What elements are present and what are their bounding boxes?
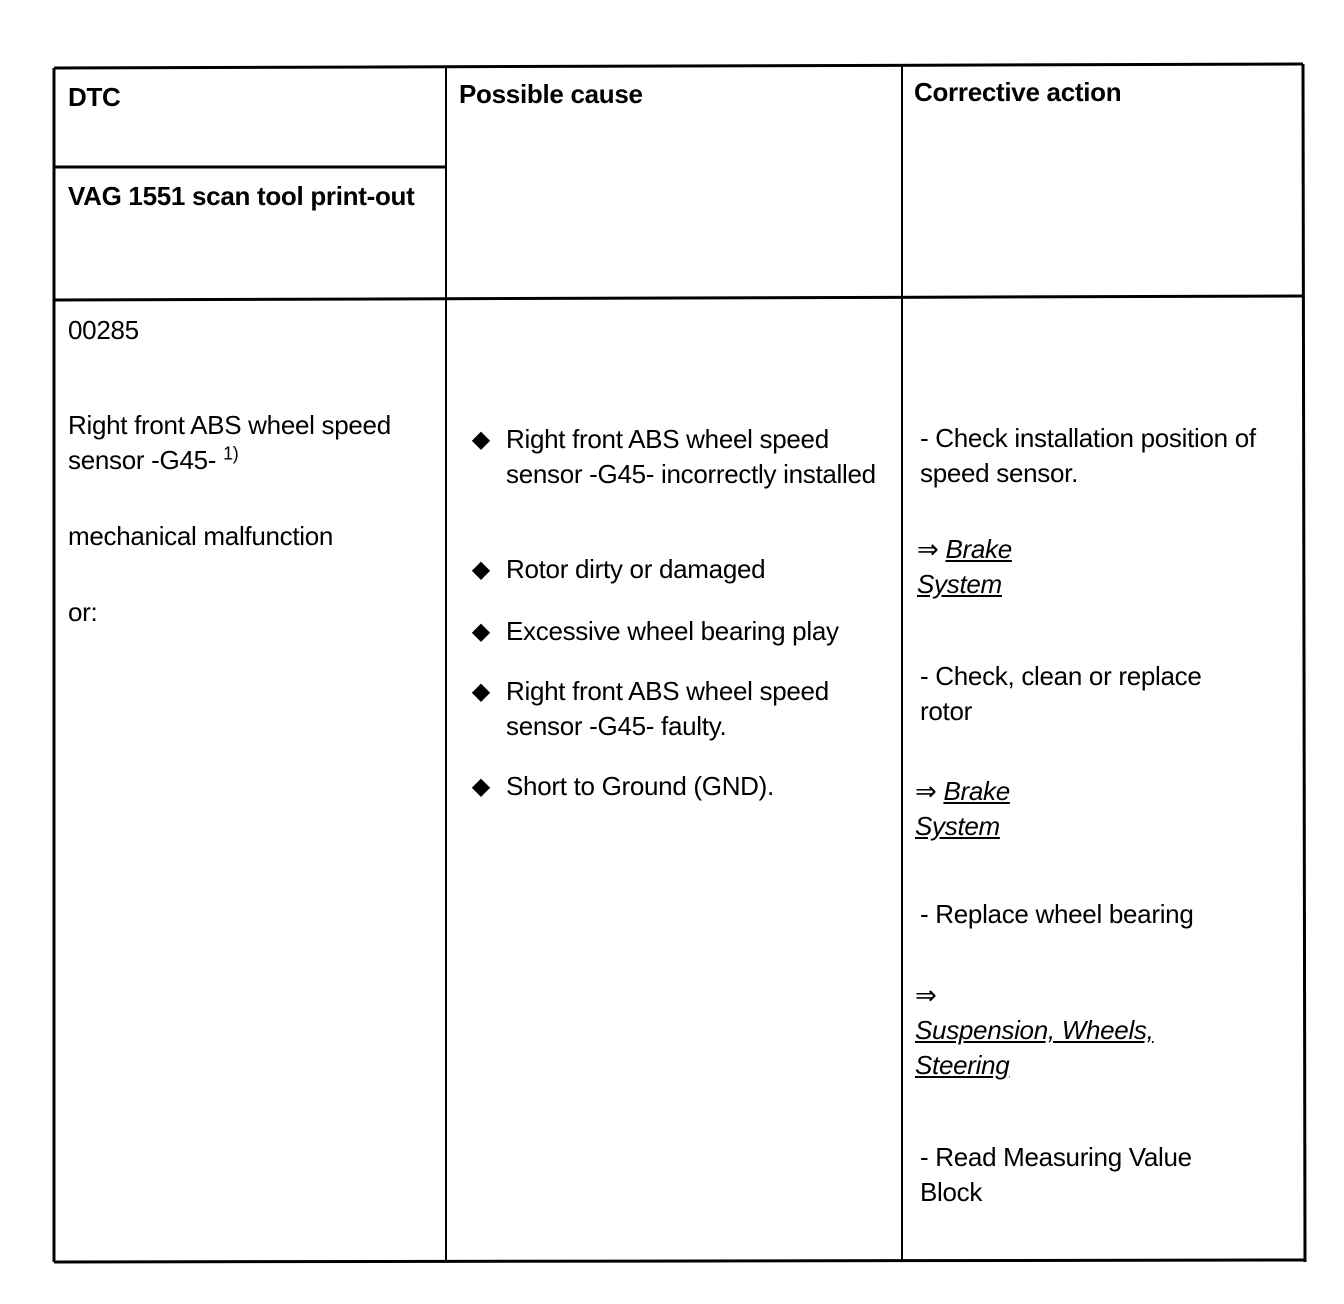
diamond-bullet-icon: ◆ bbox=[471, 773, 491, 800]
diamond-bullet-icon: ◆ bbox=[471, 678, 491, 705]
cause-text: Excessive wheel bearing play bbox=[506, 616, 839, 646]
link-system[interactable]: System bbox=[915, 811, 1000, 841]
cause-item bbox=[470, 552, 890, 587]
arrow-right-icon: ⇒ bbox=[917, 534, 939, 564]
dtc-code: 00285 bbox=[68, 315, 139, 345]
action-replace-bearing: - Replace wheel bearing bbox=[920, 899, 1194, 929]
cause-item bbox=[470, 422, 890, 492]
cause-item bbox=[470, 614, 890, 649]
link-suspension-wheels[interactable]: Suspension, Wheels, bbox=[915, 1015, 1154, 1045]
arrow-right-icon: ⇒ bbox=[915, 776, 937, 806]
header-dtc-printout: VAG 1551 scan tool print-out bbox=[68, 181, 415, 211]
header-corrective-action: Corrective action bbox=[914, 77, 1122, 107]
dtc-description bbox=[68, 408, 438, 478]
header-possible-cause: Possible cause bbox=[459, 79, 643, 109]
diamond-bullet-icon: ◆ bbox=[471, 618, 491, 645]
action-read-measuring-block: - Read Measuring Value Block bbox=[920, 1142, 1192, 1207]
cause-item bbox=[470, 769, 890, 804]
dtc-or: or: bbox=[68, 597, 98, 627]
dtc-malfunction-type: mechanical malfunction bbox=[68, 521, 334, 551]
cause-text: Right front ABS wheel speed sensor -G45- faulty. bbox=[506, 676, 829, 741]
ref-brake-system-1 bbox=[917, 532, 1117, 602]
action-check-installation: - Check installation position of speed sensor. bbox=[920, 423, 1256, 488]
header-dtc: DTC bbox=[68, 82, 121, 112]
arrow-right-icon: ⇒ bbox=[915, 980, 937, 1010]
link-steering[interactable]: Steering bbox=[915, 1050, 1010, 1080]
link-brake[interactable]: Brake bbox=[943, 776, 1010, 806]
cause-text: Short to Ground (GND). bbox=[506, 771, 774, 801]
action-check-clean-rotor: - Check, clean or replace rotor bbox=[920, 661, 1202, 726]
ref-suspension bbox=[915, 978, 1235, 1083]
link-system[interactable]: System bbox=[917, 569, 1002, 599]
footnote-marker: 1) bbox=[223, 443, 239, 464]
link-brake[interactable]: Brake bbox=[945, 534, 1012, 564]
cause-text: Rotor dirty or damaged bbox=[506, 554, 766, 584]
cause-item bbox=[470, 674, 890, 744]
cause-text: Right front ABS wheel speed sensor -G45- incorrectly installed bbox=[506, 424, 876, 489]
dtc-description-text: Right front ABS wheel speed sensor -G45- bbox=[68, 410, 391, 475]
diamond-bullet-icon: ◆ bbox=[471, 556, 491, 583]
ref-brake-system-2 bbox=[915, 774, 1115, 844]
diamond-bullet-icon: ◆ bbox=[471, 426, 491, 453]
